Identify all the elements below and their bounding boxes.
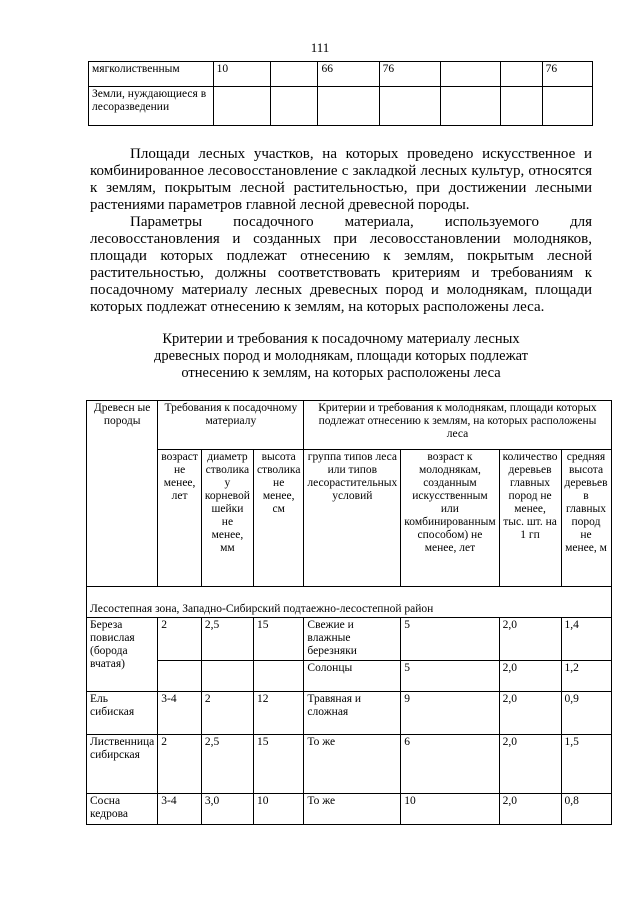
- table-cell: 0,8: [561, 794, 611, 825]
- caption-line: Критерии и требования к посадочному материалу лесных: [162, 331, 520, 347]
- table-cell: [253, 661, 303, 692]
- table-row: [89, 62, 593, 87]
- table-cell: Ель сибиская: [87, 692, 158, 735]
- table-cell: 12: [253, 692, 303, 735]
- table-cell: 2,0: [499, 692, 561, 735]
- table-row: [89, 87, 593, 126]
- sub-header: высота стволика не менее, см: [253, 450, 303, 587]
- table-cell: [213, 87, 271, 126]
- zone-row: Лесостепная зона, Западно-Сибирский подтаежно-лесостепной район: [87, 587, 612, 618]
- table-cell: 15: [253, 618, 303, 661]
- table-cell: 10: [253, 794, 303, 825]
- table-cell: 1,2: [561, 661, 611, 692]
- table-cell: 3-4: [158, 692, 202, 735]
- table-cell: 76: [379, 62, 440, 87]
- table-cell: [201, 661, 253, 692]
- table-cell: 2,5: [201, 618, 253, 661]
- table-cell: 2: [201, 692, 253, 735]
- table-cell: 2,0: [499, 735, 561, 794]
- table-cell: 2,0: [499, 661, 561, 692]
- table-cell: 0,9: [561, 692, 611, 735]
- header-seedling: Требования к посадочному материалу: [158, 401, 304, 450]
- table-cell: [379, 87, 440, 126]
- header-young: Критерии и требования к молоднякам, площади которых подлежат отнесению к землям, на которых расположены леса: [304, 401, 611, 450]
- top-table: [88, 61, 593, 126]
- sub-header: средняя высота деревьев в главных пород не менее, м: [561, 450, 611, 587]
- table-row: [87, 661, 612, 692]
- table-row: [87, 587, 612, 618]
- table-cell: Сосна кедрова: [87, 794, 158, 825]
- table-cell: [440, 87, 500, 126]
- header-species: Древесн ые породы: [87, 401, 158, 587]
- table-row: [87, 794, 612, 825]
- caption-line: древесных пород и молоднякам, площади которых подлежат: [153, 348, 528, 364]
- paragraph: Параметры посадочного материала, используемого для лесовосстановления и созданных при лесовосстановлении молодняков, площади которых подлежат отнесению к землям, покрытым лесной растительностью, должны соответствовать критериям и требованиям к посадочному материалу лесных древесных пород и молоднякам, площади которых подлежат отнесению к землям, на которых расположены леса.: [90, 214, 592, 315]
- table-cell: 1,5: [561, 735, 611, 794]
- sub-header: диаметр стволика у корневой шейки не менее, мм: [201, 450, 253, 587]
- table-cell: 3-4: [158, 794, 202, 825]
- table-cell: 66: [318, 62, 379, 87]
- table-cell: 76: [542, 62, 592, 87]
- table-cell: [158, 661, 202, 692]
- criteria-table: [86, 400, 612, 825]
- paragraph: Площади лесных участков, на которых проведено искусственное и комбинированное лесовосстановление с закладкой лесных культур, относятся к землям, покрытым лесной растительностью, при достижении лесными растениями параметров главной лесной древесной породы.: [90, 146, 592, 213]
- table-cell: Береза повислая (борода вчатая): [87, 618, 158, 692]
- table-row: [87, 401, 612, 450]
- table-cell: Солонцы: [304, 661, 401, 692]
- sub-header: возраст к молоднякам, созданным искусственным или комбинированным способом) не менее, лет: [401, 450, 499, 587]
- table-cell: То же: [304, 794, 401, 825]
- caption-line: отнесению к землям, на которых расположены леса: [181, 365, 501, 381]
- table-cell: [318, 87, 379, 126]
- sub-header: количество деревьев главных пород не менее, тыс. шт. на 1 гп: [499, 450, 561, 587]
- table-cell: 10: [401, 794, 499, 825]
- table-cell: [542, 87, 592, 126]
- table-caption: [90, 331, 592, 382]
- table-cell: [500, 62, 542, 87]
- table-cell: Земли, нуждающиеся в лесоразведении: [89, 87, 214, 126]
- table-cell: 2,0: [499, 618, 561, 661]
- table-cell: 6: [401, 735, 499, 794]
- table-cell: 2,0: [499, 794, 561, 825]
- table-row: [87, 618, 612, 661]
- table-cell: Свежие и влажные березняки: [304, 618, 401, 661]
- table-cell: 5: [401, 661, 499, 692]
- page-number: 111: [310, 40, 330, 55]
- table-cell: Лиственница сибирская: [87, 735, 158, 794]
- table-row: [87, 450, 612, 587]
- table-cell: 10: [213, 62, 271, 87]
- table-cell: [500, 87, 542, 126]
- table-cell: То же: [304, 735, 401, 794]
- sub-header: возраст не менее, лет: [158, 450, 202, 587]
- table-row: [87, 735, 612, 794]
- table-row: [87, 692, 612, 735]
- table-cell: [440, 62, 500, 87]
- table-cell: 15: [253, 735, 303, 794]
- table-cell: 3,0: [201, 794, 253, 825]
- table-cell: 1,4: [561, 618, 611, 661]
- body-text: [90, 146, 592, 316]
- sub-header: группа типов леса или типов лесорастительных условий: [304, 450, 401, 587]
- table-cell: [271, 87, 318, 126]
- table-cell: мягколиственным: [89, 62, 214, 87]
- table-cell: [271, 62, 318, 87]
- table-cell: 2: [158, 618, 202, 661]
- table-cell: Травяная и сложная: [304, 692, 401, 735]
- table-cell: 2: [158, 735, 202, 794]
- table-cell: 9: [401, 692, 499, 735]
- table-cell: 2,5: [201, 735, 253, 794]
- table-cell: 5: [401, 618, 499, 661]
